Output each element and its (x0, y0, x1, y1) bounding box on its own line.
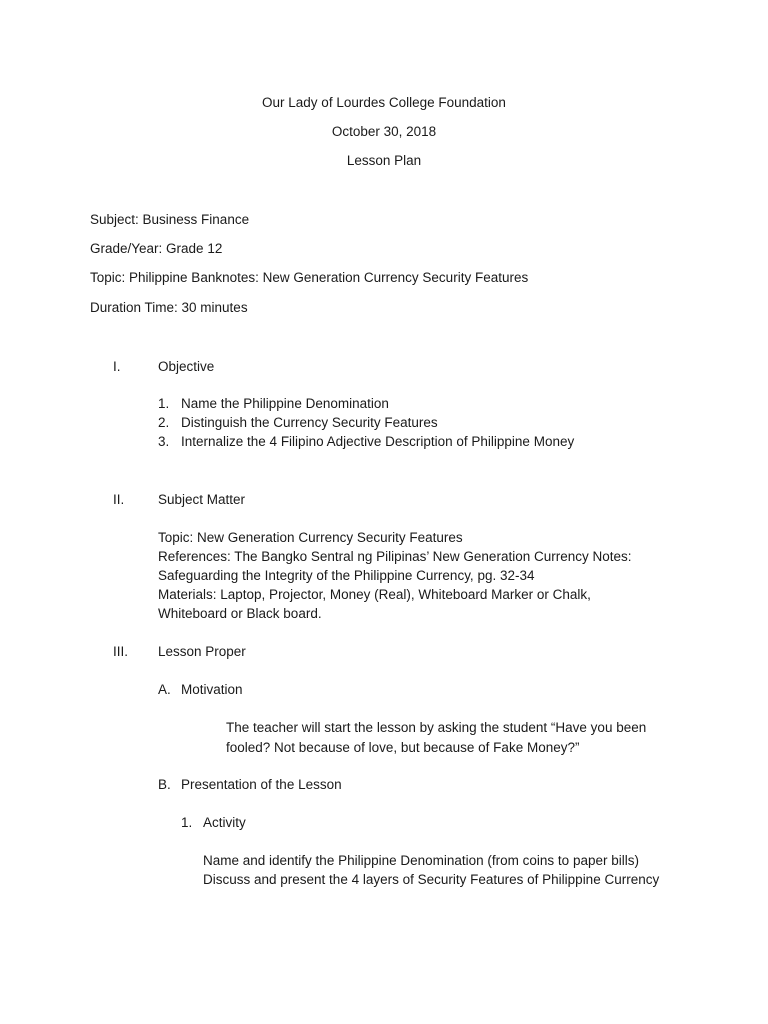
activity-title: Activity (203, 815, 246, 830)
list-number: 1. (181, 815, 193, 830)
grade-line: Grade/Year: Grade 12 (90, 241, 223, 256)
section-title-lesson-proper: Lesson Proper (158, 644, 246, 659)
section-title-subject-matter: Subject Matter (158, 492, 246, 507)
motivation-text: The teacher will start the lesson by asking the student “Have you been (226, 720, 647, 735)
subject-matter-line: Safeguarding the Integrity of the Philippine Currency, pg. 32-34 (158, 568, 535, 583)
activity-text: Discuss and present the 4 layers of Security Features of Philippine Currency (203, 872, 660, 887)
subsection-letter: B. (158, 777, 171, 792)
subsection-letter: A. (158, 682, 171, 697)
subject-matter-line: Whiteboard or Black board. (158, 606, 322, 621)
subject-matter-line: Materials: Laptop, Projector, Money (Real), Whiteboard Marker or Chalk, (158, 587, 591, 602)
duration-line: Duration Time: 30 minutes (90, 300, 248, 315)
list-number: 3. (158, 434, 170, 449)
institution-name: Our Lady of Lourdes College Foundation (262, 95, 506, 110)
list-number: 2. (158, 415, 170, 430)
objective-item: Name the Philippine Denomination (181, 396, 389, 411)
objective-item: Internalize the 4 Filipino Adjective Description of Philippine Money (181, 434, 575, 449)
section-title-objective: Objective (158, 359, 215, 374)
section-numeral: II. (113, 492, 125, 507)
subsection-title-motivation: Motivation (181, 682, 243, 697)
document-date: October 30, 2018 (331, 124, 437, 139)
subject-line: Subject: Business Finance (90, 212, 250, 227)
section-numeral: III. (113, 644, 129, 659)
subject-matter-line: References: The Bangko Sentral ng Pilipinas’ New Generation Currency Notes: (158, 549, 632, 564)
list-number: 1. (158, 396, 170, 411)
section-numeral: I. (113, 359, 121, 374)
topic-line: Topic: Philippine Banknotes: New Generation Currency Security Features (90, 270, 529, 285)
document-type: Lesson Plan (346, 153, 422, 168)
motivation-text: fooled? Not because of love, but because of Fake Money?” (226, 740, 580, 755)
activity-text: Name and identify the Philippine Denomination (from coins to paper bills) (203, 853, 639, 868)
subsection-title-presentation: Presentation of the Lesson (181, 777, 342, 792)
objective-item: Distinguish the Currency Security Features (181, 415, 438, 430)
subject-matter-line: Topic: New Generation Currency Security Features (158, 530, 463, 545)
